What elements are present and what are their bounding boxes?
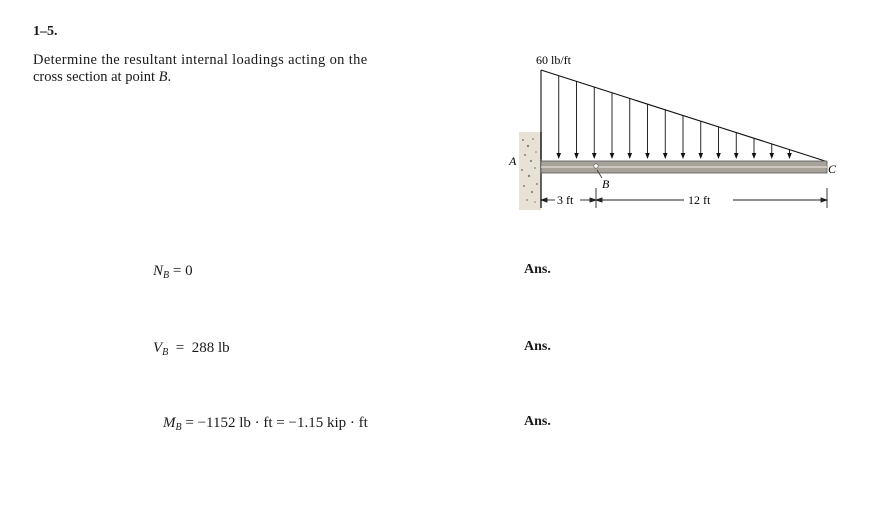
answer-nb [153, 263, 193, 281]
mb-symbol: M [163, 415, 176, 431]
load-arrow-head [769, 153, 774, 159]
problem-number: 1–5. [33, 24, 58, 39]
load-arrow-head [592, 153, 597, 159]
vb-subscript: B [162, 347, 169, 358]
answer-vb [153, 340, 230, 358]
load-arrow-head [681, 153, 686, 159]
load-arrow-head [734, 153, 739, 159]
load-arrow-head [752, 153, 757, 159]
load-arrow-head [645, 153, 650, 159]
beam [541, 161, 827, 173]
dim-bc-label: 12 ft [688, 193, 711, 207]
problem-text-line1: Determine the resultant internal loadings acting on the [33, 52, 368, 68]
nb-subscript: B [163, 270, 170, 281]
mb-value: = −1152 lb · ft = −1.15 kip · ft [181, 415, 368, 431]
problem-text-body: cross section at point [33, 69, 156, 85]
nb-symbol: N [153, 263, 164, 279]
load-arrow-head [663, 153, 668, 159]
ans-label-mb: Ans. [524, 414, 551, 429]
problem-statement [33, 52, 413, 86]
ans-label-vb: Ans. [524, 339, 551, 354]
load-arrow-head [627, 153, 632, 159]
nb-value: = 0 [169, 263, 193, 279]
point-b-marker [594, 164, 598, 168]
dimension-lines [541, 188, 827, 208]
label-b: B [602, 177, 610, 191]
problem-text-point: B [158, 69, 168, 85]
load-arrow-head [610, 153, 615, 159]
label-c: C [828, 162, 837, 176]
beam-figure [505, 40, 850, 215]
load-arrow-head [556, 153, 561, 159]
label-a: A [509, 154, 517, 168]
vb-symbol: V [153, 340, 163, 356]
answer-mb [163, 415, 368, 433]
load-arrow-head [574, 153, 579, 159]
problem-text-end: . [167, 69, 172, 85]
problem-text-line2 [33, 69, 413, 86]
load-arrow-head [787, 153, 792, 159]
vb-value: = 288 lb [168, 340, 230, 356]
load-label: 60 lb/ft [536, 53, 571, 67]
load-arrows [556, 76, 791, 159]
fixed-support [519, 132, 541, 210]
load-arrow-head [698, 153, 703, 159]
load-arrow-head [716, 153, 721, 159]
ans-label-nb: Ans. [524, 262, 551, 277]
mb-subscript: B [175, 422, 182, 433]
dim-ab-label: 3 ft [557, 193, 574, 207]
